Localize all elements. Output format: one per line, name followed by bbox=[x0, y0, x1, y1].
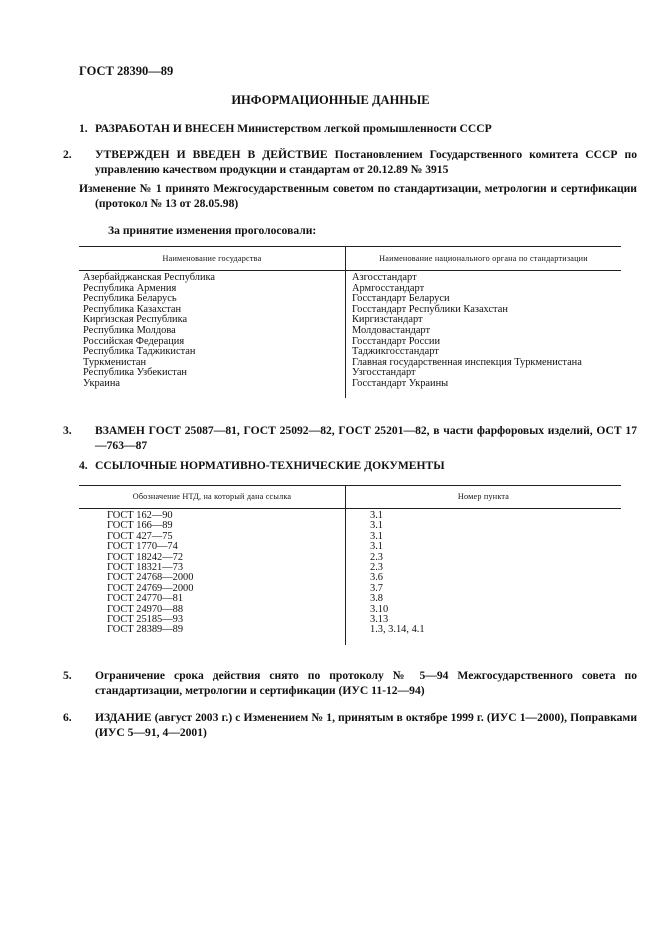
ref-point-row: 3.7 bbox=[370, 582, 383, 594]
item-6-lead: ИЗДАНИЕ bbox=[95, 711, 152, 724]
ref-point-row: 3.1 bbox=[370, 510, 383, 521]
document-code: ГОСТ 28390—89 bbox=[79, 64, 174, 78]
states-table-header-body: Наименование национального органа по стандартизации bbox=[379, 254, 588, 263]
states-table-header-state: Наименование государства bbox=[162, 254, 262, 263]
body-row: Молдовастандарт bbox=[352, 324, 431, 336]
refs-docs-column bbox=[107, 511, 193, 636]
item-2-text: Постановлением Государственного комитета СССР по управлению качеством продукции и стандартам от 20.12.89 № 3915 bbox=[95, 148, 637, 176]
state-row: Республика Армения bbox=[83, 282, 177, 294]
item-2-lead: УТВЕРЖДЕН И ВВЕДЕН В ДЕЙСТВИЕ bbox=[95, 148, 328, 161]
section-title: ИНФОРМАЦИОННЫЕ ДАННЫЕ bbox=[231, 93, 430, 107]
item-1-lead: РАЗРАБОТАН И ВНЕСЕН bbox=[95, 122, 235, 135]
voted-heading: За принятие изменения проголосовали: bbox=[108, 224, 317, 237]
item-4-number: 4. bbox=[79, 459, 88, 472]
item-3-text: ГОСТ 25087—81, ГОСТ 25092—82, ГОСТ 25201—82, в части фарфоровых изделий, ОСТ 17—763—87 bbox=[95, 424, 637, 452]
ref-point-row: 3.6 bbox=[370, 572, 383, 584]
ref-point-row: 1.3, 3.14, 4.1 bbox=[370, 624, 425, 636]
ref-doc-row: ГОСТ 25185—93 bbox=[107, 614, 184, 626]
body-row: Госстандарт России bbox=[352, 335, 441, 347]
item-1 bbox=[79, 121, 621, 136]
item-5-number: 5. bbox=[63, 669, 72, 682]
ref-point-row: 3.13 bbox=[370, 614, 389, 626]
ref-doc-row: ГОСТ 1770—74 bbox=[107, 541, 178, 553]
body-row: Таджикгосстандарт bbox=[352, 346, 439, 358]
ref-point-row: 3.1 bbox=[370, 520, 383, 532]
state-row: Республика Казахстан bbox=[83, 303, 182, 315]
body-row: Госстандарт Беларуси bbox=[352, 293, 450, 305]
item-1-text: Министерством легкой промышленности СССР bbox=[237, 122, 492, 135]
item-4-lead: ССЫЛОЧНЫЕ НОРМАТИВНО-ТЕХНИЧЕСКИЕ ДОКУМЕНТЫ bbox=[95, 459, 445, 472]
item-3 bbox=[63, 423, 637, 453]
states-table-body-divider bbox=[345, 270, 346, 398]
ref-doc-row: ГОСТ 28389—89 bbox=[107, 624, 184, 636]
body-row: Главная государственная инспекция Туркменистана bbox=[352, 356, 582, 368]
state-row: Республика Молдова bbox=[83, 324, 176, 336]
refs-points-column bbox=[370, 511, 425, 636]
state-row: Украина bbox=[83, 377, 121, 389]
ref-doc-row: ГОСТ 427—75 bbox=[107, 530, 173, 542]
state-row: Республика Беларусь bbox=[83, 293, 177, 305]
item-4 bbox=[79, 458, 621, 473]
ref-doc-row: ГОСТ 18321—73 bbox=[107, 562, 184, 574]
item-5 bbox=[63, 668, 637, 698]
item-6-text: (август 2003 г.) с Изменением № 1, принятым в октябре 1999 г. (ИУС 1—2000), Поправками (ИУС 5—91, 4—2001) bbox=[95, 711, 637, 739]
bodies-column bbox=[352, 273, 582, 390]
ref-doc-row: ГОСТ 24770—81 bbox=[107, 593, 184, 605]
ref-doc-row: ГОСТ 18242—72 bbox=[107, 551, 184, 563]
state-row: Республика Узбекистан bbox=[83, 367, 187, 379]
ref-point-row: 2.3 bbox=[370, 551, 383, 563]
ref-point-row: 2.3 bbox=[370, 562, 383, 574]
ref-doc-row: ГОСТ 24768—2000 bbox=[107, 572, 194, 584]
ref-point-row: 3.1 bbox=[370, 530, 383, 542]
refs-table-body-divider bbox=[345, 508, 346, 645]
state-row: Республика Таджикистан bbox=[83, 346, 196, 358]
body-row: Армгосстандарт bbox=[352, 282, 425, 294]
body-row: Киргизстандарт bbox=[352, 314, 423, 326]
item-3-number: 3. bbox=[63, 424, 72, 437]
amendment-note: Изменение № 1 принято Межгосударственным советом по стандартизации, метрологии и сертификации (протокол № 13 от 28.05.98) bbox=[79, 182, 637, 210]
ref-doc-row: ГОСТ 162—90 bbox=[107, 510, 173, 521]
state-row: Азербайджанская Республика bbox=[83, 272, 216, 283]
refs-table-header-doc: Обозначение НТД, на который дана ссылка bbox=[132, 492, 292, 501]
state-row: Туркменистан bbox=[83, 356, 147, 368]
item-1-number: 1. bbox=[79, 122, 88, 135]
states-column bbox=[83, 273, 215, 390]
body-row: Госстандарт Украины bbox=[352, 377, 449, 389]
ref-doc-row: ГОСТ 24769—2000 bbox=[107, 582, 194, 594]
states-table-top-rule bbox=[79, 246, 621, 247]
item-3-lead: ВЗАМЕН bbox=[95, 424, 145, 437]
ref-point-row: 3.8 bbox=[370, 593, 383, 605]
ref-doc-row: ГОСТ 24970—88 bbox=[107, 603, 184, 615]
item-2 bbox=[63, 147, 637, 177]
ref-point-row: 3.10 bbox=[370, 603, 389, 615]
body-row: Узгосстандарт bbox=[352, 367, 416, 379]
item-2-number: 2. bbox=[63, 148, 72, 161]
state-row: Российская Федерация bbox=[83, 335, 185, 347]
body-row: Госстандарт Республики Казахстан bbox=[352, 303, 508, 315]
refs-table-top-rule bbox=[79, 485, 621, 486]
body-row: Азгосстандарт bbox=[352, 272, 417, 283]
item-6-number: 6. bbox=[63, 711, 72, 724]
item-5-text: Ограничение срока действия снято по протоколу № 5—94 Межгосударственного совета по стандартизации, метрологии и сертификации (ИУС 11-12—94) bbox=[95, 669, 637, 697]
ref-point-row: 3.1 bbox=[370, 541, 383, 553]
item-6 bbox=[63, 710, 637, 740]
states-table-header-rule bbox=[79, 270, 621, 271]
state-row: Киргизская Республика bbox=[83, 314, 188, 326]
refs-table-header-rule bbox=[79, 508, 621, 509]
refs-table-header-point: Номер пункта bbox=[457, 492, 510, 501]
ref-doc-row: ГОСТ 166—89 bbox=[107, 520, 173, 532]
